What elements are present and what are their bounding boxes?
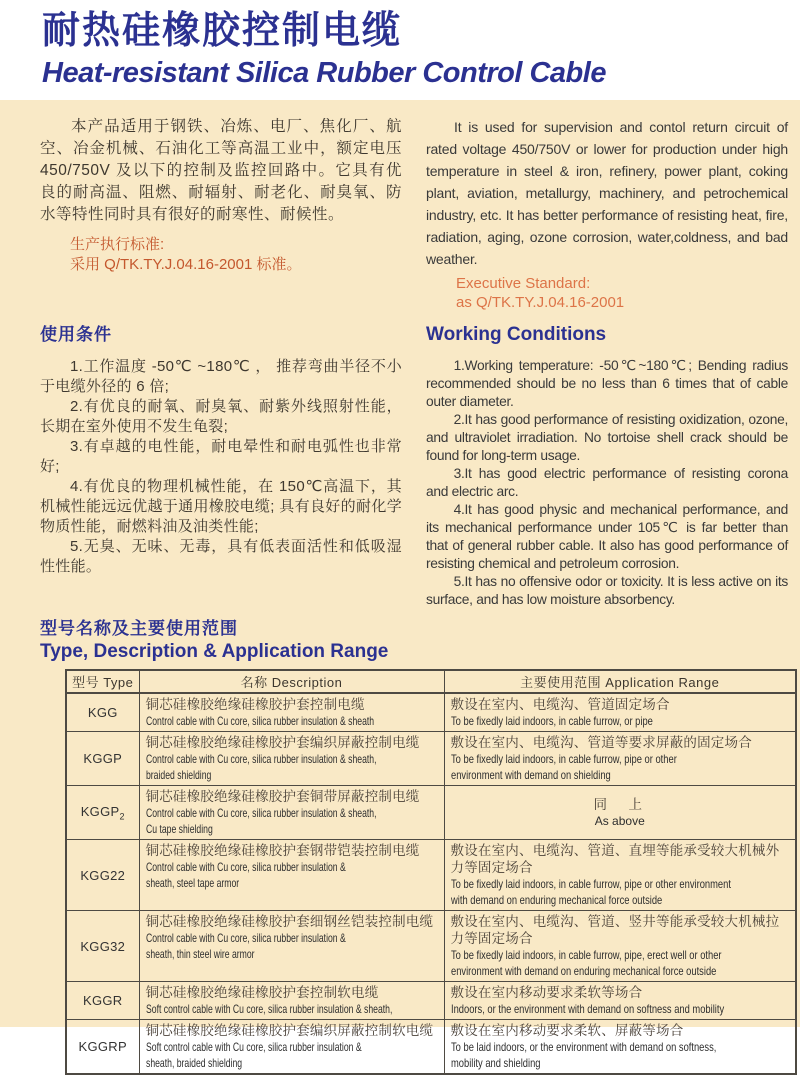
range-cell <box>444 982 796 1020</box>
description-zh: 铜芯硅橡胶绝缘硅橡胶护套控制软电缆 <box>145 985 379 1000</box>
range-cell <box>444 732 796 786</box>
range-cell <box>444 840 796 911</box>
conditions-heading-en: Working Conditions <box>426 324 607 345</box>
condition-item-en: 2.It has good performance of resisting oxidization, ozone, and ultraviolet irradiation. No tortoise shell crack should be found for long-term usage. <box>426 412 788 463</box>
table-row <box>66 840 796 911</box>
range-zh: 敷设在室内、电缆沟、管道、直埋等能承受较大机械外力等固定场合 <box>450 843 780 875</box>
type-table-body <box>66 693 796 1074</box>
table-row <box>66 693 796 732</box>
table-row <box>66 911 796 982</box>
condition-item-zh: 3.有卓越的电性能，耐电晕性和耐电弧性也非常好; <box>40 438 402 475</box>
standard-label-zh: 生产执行标准: <box>70 236 165 253</box>
description-zh: 铜芯硅橡胶绝缘硅橡胶护套细钢丝铠装控制电缆 <box>145 914 434 929</box>
description-en-line: Control cable with Cu core, silica rubber insulation & <box>145 860 346 874</box>
table-row <box>66 786 796 840</box>
description-cell <box>139 840 444 911</box>
range-en-line: As above <box>594 814 645 828</box>
intro-column-en <box>426 116 788 312</box>
description-cell <box>139 1020 444 1075</box>
type-table <box>65 669 797 1075</box>
description-en-line: braided shielding <box>145 768 211 782</box>
range-en-line: with demand on enduring mechanical force outside <box>450 893 662 907</box>
page-title-english: Heat-resistant Silica Rubber Control Cable <box>42 57 606 89</box>
condition-item-zh: 4.有优良的物理机械性能，在 150℃高温下，其机械性能远远优越于通用橡胶电缆; 具有良好的耐化学物质性能，耐燃料油及油类性能; <box>40 478 402 535</box>
description-en-line: sheath, steel tape armor <box>145 876 239 890</box>
description-zh: 铜芯硅橡胶绝缘硅橡胶护套编织屏蔽控制软电缆 <box>145 1023 434 1038</box>
page-header <box>0 0 800 100</box>
range-zh: 敷设在室内移动要求柔软等场合 <box>450 985 643 1000</box>
description-cell <box>139 732 444 786</box>
range-cell <box>444 911 796 982</box>
conditions-column-en <box>426 324 788 609</box>
intro-column-zh <box>40 116 402 312</box>
type-cell: $KGGP_2$ <box>66 786 139 840</box>
description-cell <box>139 911 444 982</box>
description-cell <box>139 982 444 1020</box>
content-panel <box>0 100 800 1070</box>
intro-section <box>40 116 788 312</box>
condition-item-en: 1.Working temperature: -50℃~180℃; Bending radius recommended should be no less than 6 times that of cable outer diameter. <box>426 358 788 409</box>
range-en-line: To be laid indoors, or the environment with demand on softness, <box>450 1040 716 1054</box>
type-table-header <box>66 670 796 693</box>
range-en-line: environment with demand on shielding <box>450 768 611 782</box>
column-header-description: 名称 Description <box>139 670 444 693</box>
type-cell: KGGR <box>66 982 139 1020</box>
page-title-chinese: 耐热硅橡胶控制电缆 <box>42 10 403 52</box>
range-en-line: To be fixedly laid indoors, in cable furrow, pipe or other environment <box>450 877 731 891</box>
range-en-line: To be fixedly laid indoors, in cable furrow, or pipe <box>450 714 653 728</box>
range-en-line: environment with demand on enduring mechanical force outside <box>450 964 716 978</box>
description-en-line: Control cable with Cu core, silica rubber insulation & sheath <box>145 714 374 728</box>
range-zh: 同 上 <box>593 797 646 812</box>
description-cell <box>139 786 444 840</box>
condition-item-en: 3.It has good electric performance of resisting corona and electric arc. <box>426 466 788 499</box>
type-cell: KGG22 <box>66 840 139 911</box>
range-en-line: mobility and shielding <box>450 1056 540 1070</box>
condition-item-zh: 1.工作温度 -50℃ ~180℃ ， 推荐弯曲半径不小于电缆外径的 6 倍; <box>40 358 402 395</box>
description-en-line: sheath, thin steel wire armor <box>145 947 255 961</box>
column-header-type: 型号 Type <box>66 670 139 693</box>
description-zh: 铜芯硅橡胶绝缘硅橡胶护套钢带铠装控制电缆 <box>145 843 420 858</box>
range-zh: 敷设在室内、电缆沟、管道等要求屏蔽的固定场合 <box>450 735 752 750</box>
range-cell <box>444 786 796 840</box>
range-zh: 敷设在室内、电缆沟、管道固定场合 <box>450 697 670 712</box>
standard-value-zh: 采用 Q/TK.TY.J.04.16-2001 标准。 <box>70 256 302 273</box>
range-zh: 敷设在室内、电缆沟、管道、竖井等能承受较大机械拉力等固定场合 <box>450 914 780 946</box>
conditions-list-zh <box>40 357 402 577</box>
range-cell <box>444 693 796 732</box>
column-header-range: 主要使用范围 Application Range <box>444 670 796 693</box>
conditions-list-en <box>426 357 788 609</box>
type-cell: KGGRP <box>66 1020 139 1075</box>
description-en-line: Control cable with Cu core, silica rubber insulation & <box>145 931 346 945</box>
description-zh: 铜芯硅橡胶绝缘硅橡胶护套铜带屏蔽控制电缆 <box>145 789 420 804</box>
executive-standard-en <box>426 274 788 312</box>
type-cell: KGG <box>66 693 139 732</box>
description-zh: 铜芯硅橡胶绝缘硅橡胶护套编织屏蔽控制电缆 <box>145 735 420 750</box>
type-cell: KGG32 <box>66 911 139 982</box>
intro-paragraph-en: It is used for supervision and contol return circuit of rated voltage 450/750V or lower for production under high temperature in steel & iron, refinery, power plant, coking plant, aviation, metallurgy, machinery, and petrochemical industry, etc. It has better performance of resisting heat, fire, radiation, aging, ozone corrosion, water,coldness, and bad weather. <box>426 119 788 267</box>
table-row <box>66 1020 796 1075</box>
table-heading-en: Type, Description & Application Range <box>40 641 389 662</box>
condition-item-zh: 5.无臭、无味、无毒，具有低表面活性和低吸湿性性能。 <box>40 538 402 575</box>
range-zh: 敷设在室内移动要求柔软、屏蔽等场合 <box>450 1023 684 1038</box>
range-en-line: Indoors, or the environment with demand on softness and mobility <box>450 1002 724 1016</box>
table-heading-zh: 型号名称及主要使用范围 <box>40 619 238 638</box>
condition-item-en: 4.It has good physic and mechanical performance, and its mechanical performance under 105℃ is far better than that of general rubber cable. It also has good performance of resisting chemical and petroleum corrosion. <box>426 502 788 571</box>
description-en-line: Soft control cable with Cu core, silica rubber insulation & <box>145 1040 362 1054</box>
description-en-line: sheath, braided shielding <box>145 1056 242 1070</box>
table-row <box>66 732 796 786</box>
conditions-heading-zh: 使用条件 <box>40 325 112 344</box>
standard-value-en: as Q/TK.TY.J.04.16-2001 <box>456 294 625 311</box>
description-en-line: Soft control cable with Cu core, silica rubber insulation & sheath, <box>145 1002 392 1016</box>
description-en-line: Control cable with Cu core, silica rubber insulation & sheath, <box>145 806 377 820</box>
table-row <box>66 982 796 1020</box>
standard-label-en: Executive Standard: <box>456 275 591 292</box>
intro-paragraph-zh: 本产品适用于钢铁、冶炼、电厂、焦化厂、航空、冶金机械、石油化工等高温工业中，额定电压 450/750V 及以下的控制及监控回路中。它具有优良的耐高温、阻燃、耐辐射、耐老化、耐臭氧、防水等特性同时具有很好的耐寒性、耐候性。 <box>40 118 402 223</box>
condition-item-zh: 2.有优良的耐氧、耐臭氧、耐紫外线照射性能，长期在室外使用不发生龟裂; <box>40 398 402 435</box>
range-en-line: To be fixedly laid indoors, in cable furrow, pipe, erect well or other <box>450 948 722 962</box>
description-cell <box>139 693 444 732</box>
description-en-line: Cu tape shielding <box>145 822 213 836</box>
production-standard-zh <box>40 235 402 275</box>
range-cell <box>444 1020 796 1075</box>
type-cell: KGGP <box>66 732 139 786</box>
range-en-line: To be fixedly laid indoors, in cable furrow, pipe or other <box>450 752 677 766</box>
conditions-column-zh <box>40 324 402 609</box>
working-conditions-section <box>40 324 788 609</box>
description-zh: 铜芯硅橡胶绝缘硅橡胶护套控制电缆 <box>145 697 365 712</box>
description-en-line: Control cable with Cu core, silica rubber insulation & sheath, <box>145 752 377 766</box>
condition-item-en: 5.It has no offensive odor or toxicity. It is less active on its surface, and has low moisture absorbency. <box>426 574 788 607</box>
header-row <box>66 670 796 693</box>
